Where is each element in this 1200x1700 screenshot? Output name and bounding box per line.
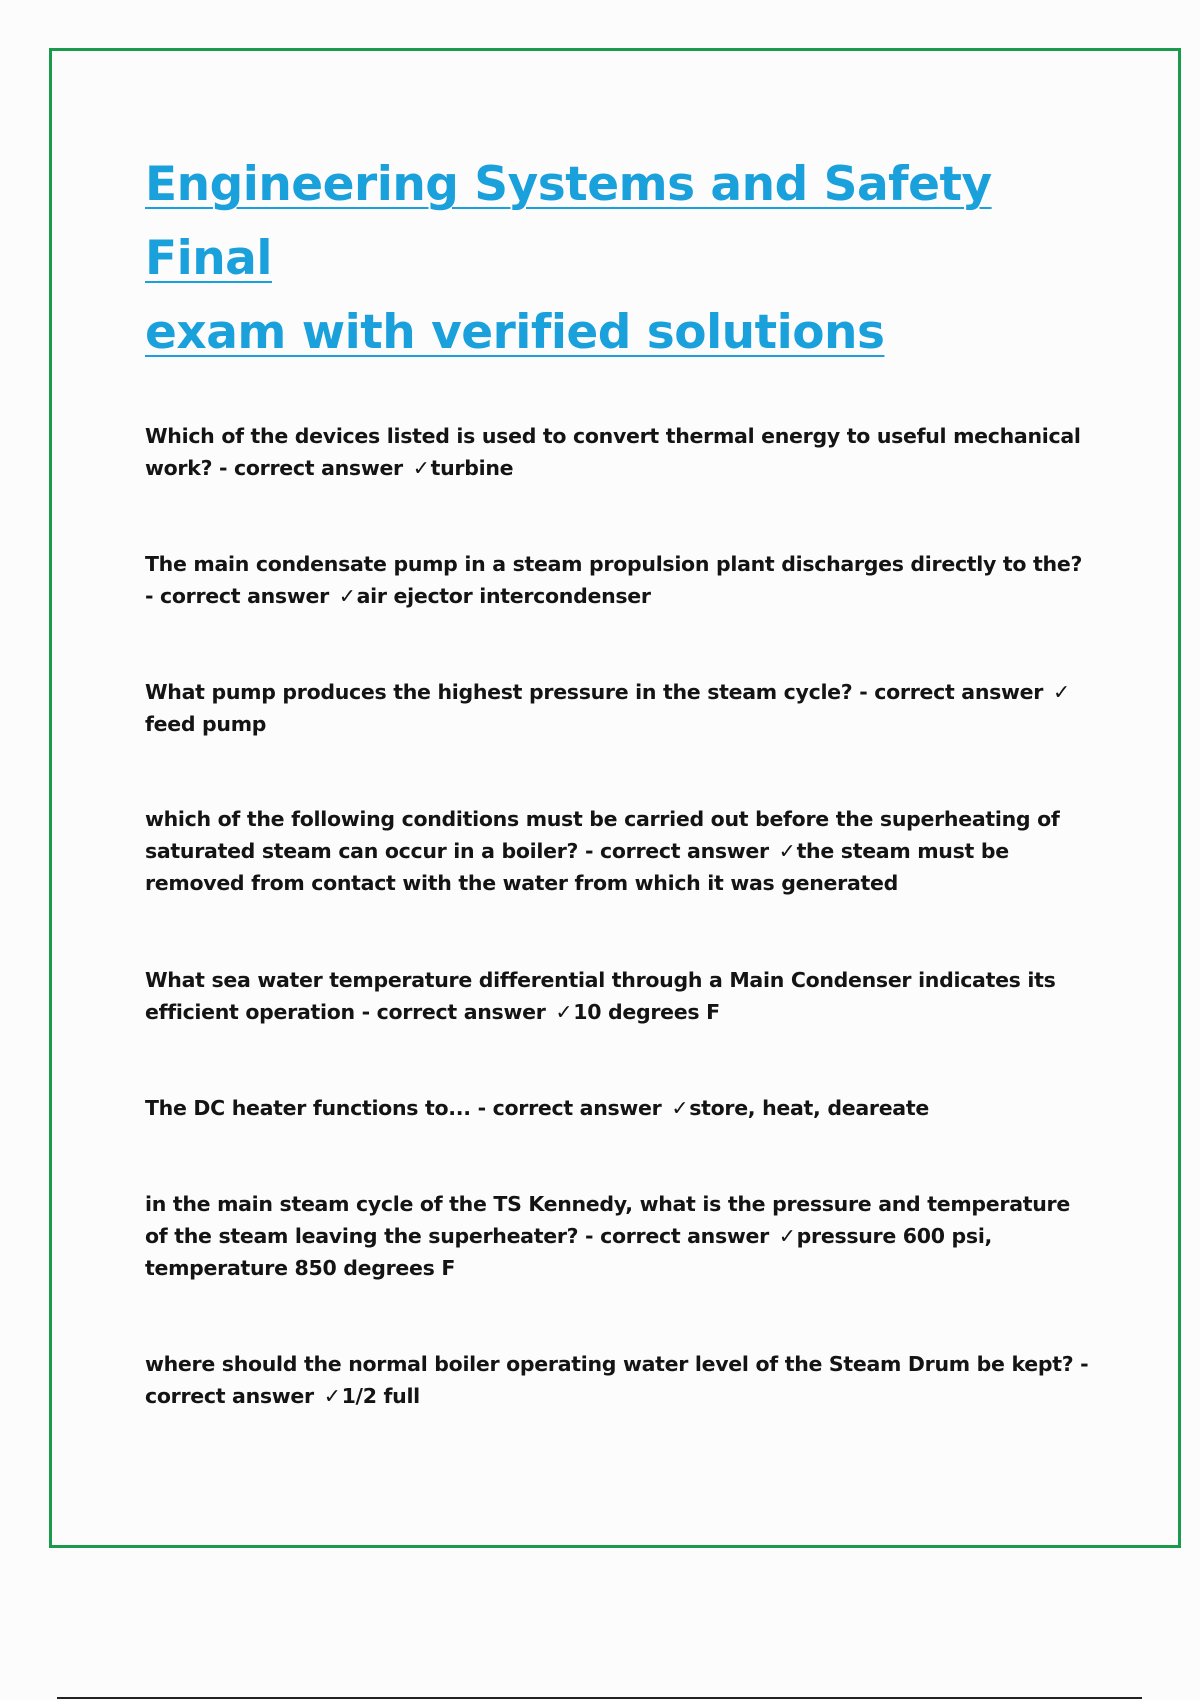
footer-divider — [57, 1697, 1142, 1699]
qa-item — [145, 548, 1090, 612]
question-text: The main condensate pump in a steam propulsion plant discharges directly to the? - correct answer — [145, 552, 1083, 608]
question-text: The DC heater functions to... - correct answer — [145, 1096, 662, 1120]
checkmark-icon: ✓ — [323, 1384, 341, 1408]
question-text: where should the normal boiler operating water level of the Steam Drum be kept? - correct answer — [145, 1352, 1089, 1408]
qa-item — [145, 803, 1090, 899]
checkmark-icon: ✓ — [671, 1096, 689, 1120]
question-text: What sea water temperature differential through a Main Condenser indicates its efficient operation - correct answer — [145, 968, 1056, 1024]
qa-item — [145, 1348, 1090, 1412]
answer-text: feed pump — [145, 712, 267, 736]
answer-text: store, heat, deareate — [689, 1096, 929, 1120]
answer-text: air ejector intercondenser — [356, 584, 651, 608]
answer-text: 1/2 full — [341, 1384, 420, 1408]
answer-text: turbine — [430, 456, 514, 480]
question-text: What pump produces the highest pressure in the steam cycle? - correct answer — [145, 680, 1044, 704]
question-text: Which of the devices listed is used to convert thermal energy to useful mechanical work? - correct answer — [145, 424, 1081, 480]
qa-item — [145, 1092, 1090, 1124]
qa-item — [145, 676, 1090, 740]
qa-item — [145, 1188, 1090, 1284]
qa-item — [145, 420, 1090, 484]
answer-text: 10 degrees F — [573, 1000, 720, 1024]
checkmark-icon: ✓ — [778, 1224, 796, 1248]
title-line-1: Engineering Systems and Safety Final — [145, 157, 992, 286]
question-text: in the main steam cycle of the TS Kennedy, what is the pressure and temperature of the steam leaving the superheater? - correct answer — [145, 1192, 1070, 1248]
checkmark-icon: ✓ — [412, 456, 430, 480]
answer-text: the steam must be removed from contact with the water from which it was generated — [145, 839, 1009, 895]
checkmark-icon: ✓ — [1052, 680, 1070, 704]
question-text: which of the following conditions must be carried out before the superheating of saturated steam can occur in a boiler? - correct answer — [145, 807, 1060, 863]
title-line-2: exam with verified solutions — [145, 305, 885, 360]
answer-text: pressure 600 psi, temperature 850 degrees F — [145, 1224, 993, 1280]
document-title — [145, 148, 1045, 370]
qa-item — [145, 964, 1090, 1028]
checkmark-icon: ✓ — [555, 1000, 573, 1024]
checkmark-icon: ✓ — [338, 584, 356, 608]
checkmark-icon: ✓ — [778, 839, 796, 863]
